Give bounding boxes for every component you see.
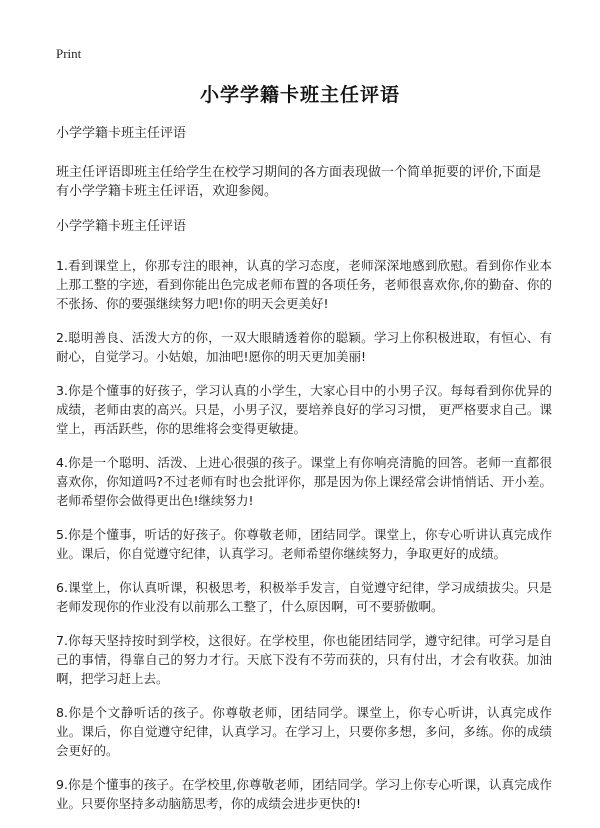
subheading: 小学学籍卡班主任评语 [56, 126, 187, 141]
intro-paragraph: 班主任评语即班主任给学生在校学习期间的各方面表现做一个简单扼要的评价,下面是有小学学籍卡班主任评语，欢迎参阅。 [56, 165, 542, 199]
comment-paragraph: 7.你每天坚持按时到学校，这很好。在学校里，你也能团结同学，遵守纪律。可学习是自己的事情，得靠自己的努力才行。天底下没有不劳而获的，只有付出，才会有收获。加油啊，把学习赶上去。 [56, 633, 552, 686]
comment-paragraph: 5.你是个懂事，听话的好孩子。你尊敬老师，团结同学。课堂上，你专心听讲认真完成作业。课后，你自觉遵守纪律，认真学习。老师希望你继续努力，争取更好的成绩。 [56, 527, 552, 561]
comment-paragraph: 2.聪明善良、活泼大方的你，一双大眼睛透着你的聪颖。学习上你积极进取，有恒心、有耐心，自觉学习。小姑娘，加油吧!愿你的明天更加美丽! [56, 330, 552, 364]
comment-paragraph: 8.你是个文静听话的孩子。你尊敬老师，团结同学。课堂上，你专心听讲，认真完成作业。课后，你自觉遵守纪律，认真学习。在学习上，只要你多想，多问，多练。你的成绩会更好的。 [56, 705, 552, 758]
comment-paragraph: 4.你是一个聪明、活泼、上进心很强的孩子。课堂上有你响亮清脆的回答。老师一直都很喜欢你，你知道吗?不过老师有时也会批评你，那是因为你上课经常会讲悄悄话、开小差。老师希望你会做得更出色!继续努力! [56, 455, 552, 508]
comment-paragraph: 9.你是个懂事的孩子。在学校里,你尊敬老师，团结同学。学习上你专心听课，认真完成作业。只要你坚持多动脑筋思考，你的成绩会进步更快的! [56, 777, 552, 811]
comment-paragraph: 1.看到课堂上，你那专注的眼神，认真的学习态度，老师深深地感到欣慰。看到你作业本上那工整的字迹，看到你能出色完成老师布置的各项任务，老师很喜欢你,你的勤奋、你的不张扬、你的要强继续努力吧!你的明天会更美好! [56, 258, 552, 311]
page-title: 小学学籍卡班主任评语 [199, 84, 400, 106]
document-body [56, 124, 552, 828]
print-link[interactable]: Print [56, 46, 82, 61]
subheading: 小学学籍卡班主任评语 [56, 219, 187, 234]
comment-paragraph: 6.课堂上，你认真听课，积极思考，积极举手发言，自觉遵守纪律，学习成绩拔尖。只是老师发现你的作业没有以前那么工整了，什么原因啊，可不要骄傲啊。 [56, 580, 552, 614]
comment-paragraph: 3.你是个懂事的好孩子，学习认真的小学生，大家心目中的小男子汉。每每看到你优异的成绩，老师由衷的高兴。只是，小男子汉，要培养良好的学习习惯， 更严格要求自己。课堂上，再活跃些，你的思维将会变得更敏捷。 [56, 383, 552, 436]
